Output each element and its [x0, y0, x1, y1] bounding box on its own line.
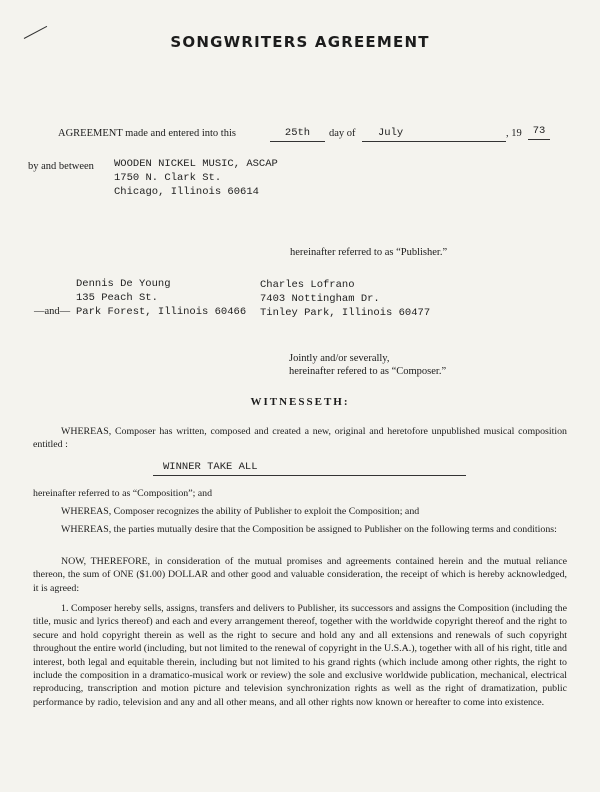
publisher-referred-text: hereinafter referred to as “Publisher.” [290, 247, 448, 258]
composer1-address-line1: 135 Peach St. [76, 292, 158, 304]
day-of-label: day of [329, 128, 356, 139]
month-field [362, 127, 506, 142]
year-prefix: , 19 [506, 128, 522, 139]
composer-referred-text: hereinafter refered to as “Composer.” [289, 366, 447, 377]
by-and-between-label: by and between [28, 161, 94, 172]
publisher-address-line1: 1750 N. Clark St. [114, 172, 222, 184]
year-field [528, 125, 550, 140]
publisher-name: WOODEN NICKEL MUSIC, ASCAP [114, 158, 278, 170]
composition-referred-text: hereinafter referred to as “Composition”; and [33, 488, 213, 499]
page-title: SONGWRITERS AGREEMENT [170, 33, 430, 51]
whereas-assign-paragraph: WHEREAS, the parties mutually desire that the Composition be assigned to Publisher on the following terms and conditions: [61, 524, 557, 535]
and-label: —and— [34, 306, 71, 317]
composition-title: WINNER TAKE ALL [163, 461, 258, 473]
day-value: 25th [284, 127, 311, 139]
jointly-text: Jointly and/or severally, [289, 353, 390, 364]
agreement-prefix: AGREEMENT made and entered into this [58, 128, 236, 139]
composer2-name: Charles Lofrano [260, 279, 355, 291]
composition-title-field [153, 461, 466, 476]
publisher-address-line2: Chicago, Illinois 60614 [114, 186, 259, 198]
now-therefore-paragraph: NOW, THEREFORE, in consideration of the mutual promises and agreements contained herein and the mutual reliance thereon, the sum of ONE ($1.00) DOLLAR and other good and valuable consideration, the receipt of which is hereby acknowledged, it is agreed: [33, 556, 567, 594]
witnesseth-heading: WITNESSETH: [250, 396, 350, 408]
year-value: 73 [532, 125, 546, 137]
composer2-address-line2: Tinley Park, Illinois 60477 [260, 307, 431, 319]
month-value: July [378, 127, 404, 139]
whereas-ability-paragraph: WHEREAS, Composer recognizes the ability of Publisher to exploit the Composition; and [61, 506, 420, 517]
composer1-name: Dennis De Young [76, 278, 171, 290]
composer1-address-line2: Park Forest, Illinois 60466 [76, 306, 247, 318]
whereas-composition-paragraph: WHEREAS, Composer has written, composed and created a new, original and heretofore unpublished musical composition entitled : [33, 426, 567, 451]
clause-1-paragraph: 1. Composer hereby sells, assigns, transfers and delivers to Publisher, its successors and assigns the Composition (including the title, music and lyrics thereof) and each and every arrangement thereof, together with the worldwide copyright thereof and the right to secure and hold copyright therein as well as the right to secure and hold any and all extensions and renewals of such copyright throughout the entire world (including, but not limited to the renewal of copyright in the U.S.A.), together with all of his right, title and interest, both legal and equitable therein, including but not limited to his grand rights (which include among other rights, the right to include the composition in a dramatico-musical work or review) the sole and exclusive worldwide publication, mechanical, electrical reproducing, transcription and motion picture and television synchronization rights as well as the right of dramatization, public performance by radio, television and any and all other means, and all other rights now known or hereafter to come into existence. [33, 603, 567, 708]
composer2-address-line1: 7403 Nottingham Dr. [260, 293, 380, 305]
day-field [270, 127, 325, 142]
